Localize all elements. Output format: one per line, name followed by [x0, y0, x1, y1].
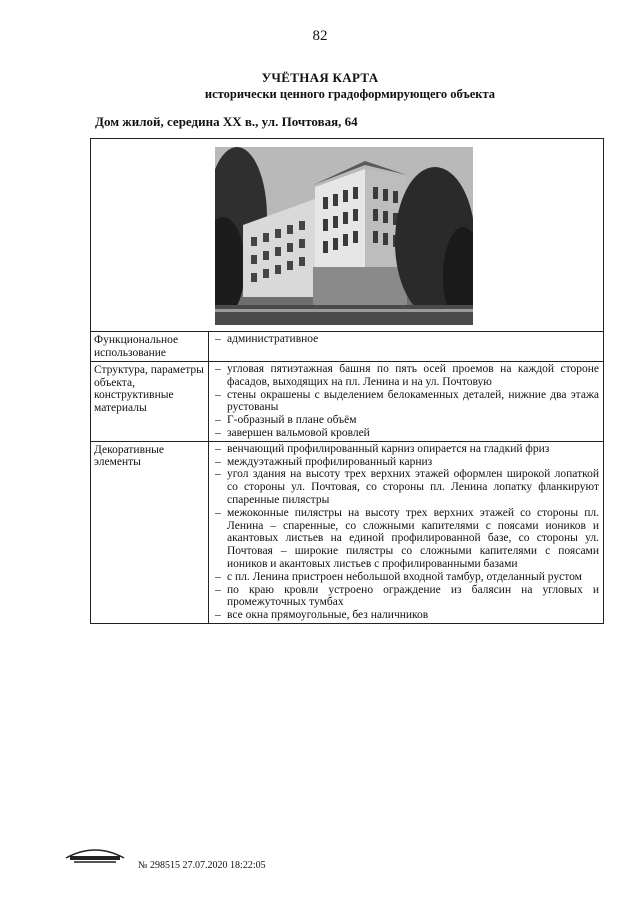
row-content	[209, 362, 603, 441]
card-title: УЧЁТНАЯ КАРТА	[261, 70, 379, 85]
list-item: – административное	[215, 333, 319, 345]
list-item: – междуэтажный профилированный карниз	[215, 455, 433, 468]
row-content	[209, 332, 603, 361]
list-item: – по краю кровли устроено ограждение из балясин на угловых и промежуточных тумбах	[215, 583, 599, 609]
card-subtitle: исторически ценного градоформирующего объекта	[204, 87, 496, 101]
photo-cell	[91, 139, 603, 332]
row-label: Структура, параметры объекта, конструктивные материалы	[91, 362, 209, 441]
object-name: Дом жилой, середина ХХ в., ул. Почтовая, 64	[95, 114, 358, 129]
list-item: – стены окрашены с выделением белокаменных деталей, нижние два этажа рустованы	[215, 388, 599, 414]
building-photo	[215, 147, 473, 325]
page-number: 82	[312, 28, 328, 44]
list-item: – завершен вальмовой кровлей	[215, 426, 370, 439]
list-item: – Г-образный в плане объём	[215, 414, 357, 427]
list-item: – все окна прямоугольные, без наличников	[215, 609, 429, 622]
table-row	[91, 442, 603, 623]
list-item: – с пл. Ленина пристроен небольшой входной тамбур, отделанный рустом	[215, 570, 582, 583]
table-row	[91, 332, 603, 362]
list-item: – угловая пятиэтажная башня по пять осей проемов на каждой стороне фасадов, выходящих на пл. Ленина и на ул. Почтовую	[215, 363, 599, 388]
document-stamp: № 298515 27.07.2020 18:22:05	[138, 860, 266, 871]
list-item: – межоконные пилястры на высоту трех верхних этажей со стороны пл. Ленина – спаренные, со сложными капителями с поясами иоников и акантовых листьев на единой профилированной базе, со стороны ул. Почтовая – широкие пилястры со сложными капителями с поясами иоников и акантовых листьев с профилированными базами	[215, 506, 599, 570]
row-label: Декоративные элементы	[91, 442, 209, 623]
list-item: – венчающий профилированный карниз опирается на гладкий фриз	[215, 442, 550, 455]
list-item: – угол здания на высоту трех верхних этажей оформлен широкой лопаткой со стороны ул. Почтовая, со стороны пл. Ленина лопатку фланкируют спаренные пилястры	[215, 468, 599, 506]
table-row	[91, 362, 603, 442]
registration-card-table	[90, 138, 604, 624]
row-label: Функциональное использование	[91, 332, 209, 361]
emblem-stamp	[60, 840, 130, 866]
row-content	[209, 442, 603, 623]
